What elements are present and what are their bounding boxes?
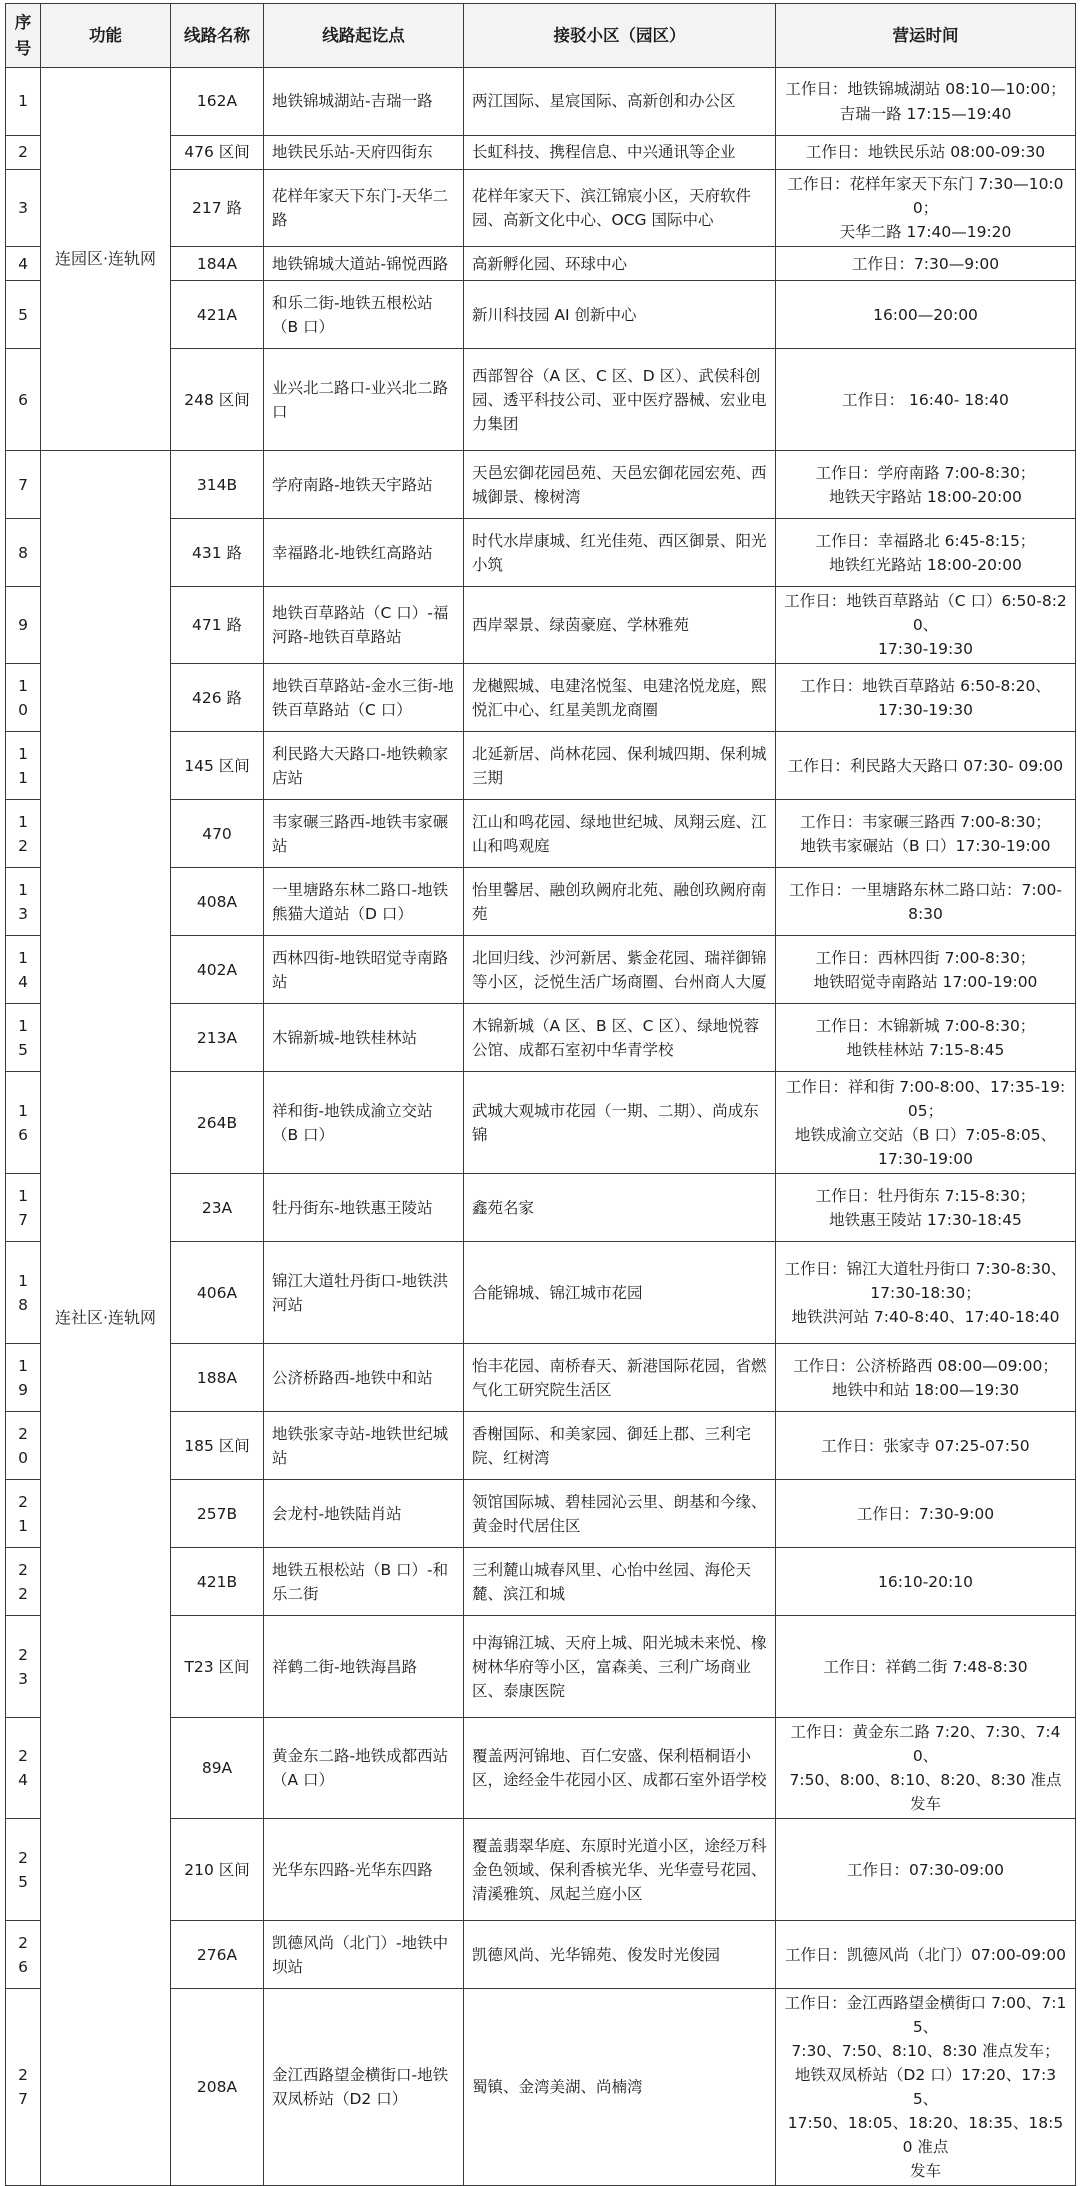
row-hours: [776, 1819, 1076, 1921]
bus-route-table: [5, 3, 1076, 2186]
row-index: 8: [6, 519, 41, 587]
row-hours: [776, 1921, 1076, 1989]
header-index: 序号: [6, 4, 41, 68]
hours-line: 地铁桂林站 7:15-8:45: [846, 1040, 1005, 1059]
row-route-name: 217 路: [171, 170, 264, 247]
row-route-name: 257B: [171, 1480, 264, 1548]
row-communities: 天邑宏御花园邑苑、天邑宏御花园宏苑、西城御景、橡树湾: [464, 451, 776, 519]
row-route-name: 188A: [171, 1344, 264, 1412]
row-communities: 高新孵化园、环球中心: [464, 247, 776, 281]
hours-line: 发车: [909, 2162, 941, 2181]
row-communities: 蜀镇、金湾美湖、尚楠湾: [464, 1989, 776, 2186]
hours-line: 工作日：牡丹街东 7:15-8:30；: [815, 1186, 1036, 1205]
row-hours: [776, 451, 1076, 519]
row-communities: 西部智谷（A 区、C 区、D 区）、武侯科创园、透平科技公司、亚中医疗器械、宏业电力集团: [464, 349, 776, 451]
row-communities: 怡里馨居、融创玖阙府北苑、融创玖阙府南苑: [464, 868, 776, 936]
hours-line: 地铁双凤桥站（D2 口）17:20、17:35、: [794, 2066, 1057, 2109]
hours-line: 地铁红光路站 18:00-20:00: [829, 555, 1022, 574]
row-route-name: 23A: [171, 1174, 264, 1242]
row-communities: 覆盖翡翠华庭、东原时光道小区，途经万科金色领域、保利香槟光华、光华壹号花园、清溪雅筑、凤起兰庭小区: [464, 1819, 776, 1921]
row-hours: [776, 170, 1076, 247]
hours-line: 工作日：一里塘路东林二路口站：7:00-8:30: [789, 880, 1062, 923]
row-endpoints: 锦江大道牡丹街口-地铁洪河站: [264, 1242, 464, 1344]
hours-line: 地铁天宇路站 18:00-20:00: [829, 487, 1022, 506]
row-route-name: 421B: [171, 1548, 264, 1616]
row-index: 2: [6, 136, 41, 170]
row-index: 20: [6, 1412, 41, 1480]
row-endpoints: 祥鹤二街-地铁海昌路: [264, 1616, 464, 1718]
row-communities: 西岸翠景、绿茵豪庭、学林雅苑: [464, 587, 776, 664]
row-endpoints: 地铁五根松站（B 口）-和乐二街: [264, 1548, 464, 1616]
row-hours: [776, 247, 1076, 281]
row-communities: 北延新居、尚林花园、保利城四期、保利城三期: [464, 732, 776, 800]
row-communities: 江山和鸣花园、绿地世纪城、凤翔云庭、江山和鸣观庭: [464, 800, 776, 868]
hours-line: 工作日：学府南路 7:00-8:30；: [815, 463, 1036, 482]
row-index: 13: [6, 868, 41, 936]
row-endpoints: 地铁百草路站（C 口）-福河路-地铁百草路站: [264, 587, 464, 664]
row-hours: [776, 1004, 1076, 1072]
row-communities: 花样年家天下、滨江锦宸小区，天府软件园、高新文化中心、OCG 国际中心: [464, 170, 776, 247]
hours-line: 工作日：西林四街 7:00-8:30；: [815, 948, 1036, 967]
row-hours: [776, 587, 1076, 664]
hours-line: 地铁洪河站 7:40-8:40、17:40-18:40: [791, 1307, 1060, 1326]
hours-line: 工作日：幸福路北 6:45-8:15；: [815, 531, 1036, 550]
row-endpoints: 韦家碾三路西-地铁韦家碾站: [264, 800, 464, 868]
hours-line: 工作日：7:30—9:00: [851, 254, 1000, 273]
row-route-name: 402A: [171, 936, 264, 1004]
hours-line: 工作日：地铁锦城湖站 08:10—10:00；: [785, 80, 1066, 99]
row-communities: 长虹科技、携程信息、中兴通讯等企业: [464, 136, 776, 170]
row-hours: [776, 1412, 1076, 1480]
row-route-name: 476 区间: [171, 136, 264, 170]
row-endpoints: 祥和街-地铁成渝立交站（B 口）: [264, 1072, 464, 1174]
row-hours: [776, 349, 1076, 451]
hours-line: 地铁中和站 18:00—19:30: [831, 1380, 1020, 1399]
row-route-name: 264B: [171, 1072, 264, 1174]
row-index: 11: [6, 732, 41, 800]
row-index: 17: [6, 1174, 41, 1242]
row-index: 18: [6, 1242, 41, 1344]
hours-line: 地铁韦家碾站（B 口）17:30-19:00: [800, 836, 1051, 855]
row-route-name: 426 路: [171, 664, 264, 732]
row-function: 连园区·连轨网: [41, 68, 171, 451]
row-route-name: 210 区间: [171, 1819, 264, 1921]
hours-line: 天华二路 17:40—19:20: [839, 223, 1012, 242]
hours-line: 工作日： 16:40- 18:40: [842, 390, 1009, 409]
hours-line: 17:50、18:05、18:20、18:35、18:50 准点: [787, 2114, 1064, 2157]
row-endpoints: 和乐二街-地铁五根松站（B 口）: [264, 281, 464, 349]
row-communities: 龙樾熙城、电建洺悦玺、电建洺悦龙庭，熙悦汇中心、红星美凯龙商圈: [464, 664, 776, 732]
row-route-name: 89A: [171, 1718, 264, 1819]
row-communities: 中海锦江城、天府上城、阳光城未来悦、橡树林华府等小区，富森美、三利广场商业区、泰康医院: [464, 1616, 776, 1718]
hours-line: 工作日：祥和街 7:00-8:00、17:35-19:05；: [785, 1077, 1066, 1120]
row-communities: 鑫苑名家: [464, 1174, 776, 1242]
row-route-name: 276A: [171, 1921, 264, 1989]
row-hours: [776, 664, 1076, 732]
row-hours: [776, 1989, 1076, 2186]
row-endpoints: 光华东四路-光华东四路: [264, 1819, 464, 1921]
row-communities: 新川科技园 AI 创新中心: [464, 281, 776, 349]
row-endpoints: 西林四街-地铁昭觉寺南路站: [264, 936, 464, 1004]
row-route-name: 314B: [171, 451, 264, 519]
row-index: 7: [6, 451, 41, 519]
hours-line: 工作日：黄金东二路 7:20、7:30、7:40、: [790, 1723, 1061, 1766]
hours-line: 17:30-19:00: [878, 1149, 973, 1168]
hours-line: 工作日：凯德风尚（北门）07:00-09:00: [785, 1945, 1066, 1964]
hours-line: 7:50、8:00、8:10、8:20、8:30 准点发车: [789, 1771, 1062, 1814]
row-route-name: 431 路: [171, 519, 264, 587]
row-endpoints: 黄金东二路-地铁成都西站（A 口）: [264, 1718, 464, 1819]
row-endpoints: 地铁锦城大道站-锦悦西路: [264, 247, 464, 281]
row-route-name: 185 区间: [171, 1412, 264, 1480]
row-index: 25: [6, 1819, 41, 1921]
row-communities: 三利麓山城春风里、心怡中丝园、海伦天麓、滨江和城: [464, 1548, 776, 1616]
row-communities: 合能锦城、锦江城市花园: [464, 1242, 776, 1344]
row-route-name: 184A: [171, 247, 264, 281]
row-communities: 领馆国际城、碧桂园沁云里、朗基和今缘、黄金时代居住区: [464, 1480, 776, 1548]
header-route-name: 线路名称: [171, 4, 264, 68]
row-index: 9: [6, 587, 41, 664]
row-hours: [776, 1616, 1076, 1718]
row-index: 21: [6, 1480, 41, 1548]
row-index: 4: [6, 247, 41, 281]
row-hours: [776, 936, 1076, 1004]
hours-line: 工作日：地铁百草路站（C 口）6:50-8:20、: [784, 592, 1067, 635]
row-route-name: 470: [171, 800, 264, 868]
hours-line: 工作日：金江西路望金横街口 7:00、7:15、: [784, 1994, 1067, 2037]
row-hours: [776, 1480, 1076, 1548]
row-endpoints: 学府南路-地铁天宇路站: [264, 451, 464, 519]
row-endpoints: 花样年家天下东门-天华二路: [264, 170, 464, 247]
hours-line: 工作日：韦家碾三路西 7:00-8:30；: [800, 812, 1051, 831]
row-endpoints: 凯德风尚（北门）-地铁中坝站: [264, 1921, 464, 1989]
hours-line: 工作日：07:30-09:00: [847, 1860, 1004, 1879]
row-route-name: 248 区间: [171, 349, 264, 451]
row-index: 14: [6, 936, 41, 1004]
row-index: 6: [6, 349, 41, 451]
row-route-name: 208A: [171, 1989, 264, 2186]
row-endpoints: 木锦新城-地铁桂林站: [264, 1004, 464, 1072]
row-communities: 时代水岸康城、红光佳苑、西区御景、阳光小筑: [464, 519, 776, 587]
hours-line: 地铁昭觉寺南路站 17:00-19:00: [813, 972, 1038, 991]
row-endpoints: 利民路大天路口-地铁赖家店站: [264, 732, 464, 800]
row-hours: [776, 1344, 1076, 1412]
row-route-name: 406A: [171, 1242, 264, 1344]
row-index: 26: [6, 1921, 41, 1989]
row-hours: [776, 800, 1076, 868]
hours-line: 吉瑞一路 17:15—19:40: [839, 104, 1012, 123]
row-communities: 两江国际、星宸国际、高新创和办公区: [464, 68, 776, 136]
hours-line: 工作日：花样年家天下东门 7:30—10:00；: [787, 175, 1064, 218]
header-row: [6, 4, 1076, 68]
row-function: 连社区·连轨网: [41, 451, 171, 2186]
row-hours: [776, 868, 1076, 936]
row-route-name: 213A: [171, 1004, 264, 1072]
hours-line: 16:00—20:00: [873, 305, 978, 324]
row-route-name: 471 路: [171, 587, 264, 664]
row-route-name: 145 区间: [171, 732, 264, 800]
header-hours: 营运时间: [776, 4, 1076, 68]
row-endpoints: 地铁张家寺站-地铁世纪城站: [264, 1412, 464, 1480]
row-communities: 武城大观城市花园（一期、二期）、尚成东锦: [464, 1072, 776, 1174]
hours-line: 工作日：地铁民乐站 08:00-09:30: [805, 143, 1046, 162]
row-route-name: 408A: [171, 868, 264, 936]
row-hours: [776, 68, 1076, 136]
row-communities: 香榭国际、和美家园、御廷上郡、三利宅院、红树湾: [464, 1412, 776, 1480]
hours-line: 地铁成渝立交站（B 口）7:05-8:05、: [794, 1125, 1057, 1144]
hours-line: 17:30-19:30: [878, 700, 973, 719]
row-hours: [776, 1174, 1076, 1242]
header-function: 功能: [41, 4, 171, 68]
row-index: 16: [6, 1072, 41, 1174]
hours-line: 工作日：地铁百草路站 6:50-8:20、: [800, 676, 1051, 695]
row-endpoints: 会龙村-地铁陆肖站: [264, 1480, 464, 1548]
row-communities: 凯德风尚、光华锦苑、俊发时光俊园: [464, 1921, 776, 1989]
row-index: 22: [6, 1548, 41, 1616]
row-index: 3: [6, 170, 41, 247]
row-index: 5: [6, 281, 41, 349]
row-communities: 木锦新城（A 区、B 区、C 区）、绿地悦蓉公馆、成都石室初中华青学校: [464, 1004, 776, 1072]
row-endpoints: 地铁锦城湖站-吉瑞一路: [264, 68, 464, 136]
row-index: 12: [6, 800, 41, 868]
row-route-name: T23 区间: [171, 1616, 264, 1718]
row-hours: [776, 1718, 1076, 1819]
hours-line: 工作日：祥鹤二街 7:48-8:30: [823, 1657, 1028, 1676]
row-index: 10: [6, 664, 41, 732]
hours-line: 工作日：公济桥路西 08:00—09:00；: [793, 1356, 1058, 1375]
row-index: 19: [6, 1344, 41, 1412]
row-index: 23: [6, 1616, 41, 1718]
row-endpoints: 牡丹街东-地铁惠王陵站: [264, 1174, 464, 1242]
row-hours: [776, 281, 1076, 349]
hours-line: 7:30、7:50、8:10、8:30 准点发车；: [791, 2042, 1060, 2061]
row-endpoints: 业兴北二路口-业兴北二路口: [264, 349, 464, 451]
row-hours: [776, 1242, 1076, 1344]
hours-line: 工作日：利民路大天路口 07:30- 09:00: [787, 756, 1064, 775]
row-endpoints: 一里塘路东林二路口-地铁熊猫大道站（D 口）: [264, 868, 464, 936]
row-hours: [776, 136, 1076, 170]
row-endpoints: 公济桥路西-地铁中和站: [264, 1344, 464, 1412]
hours-line: 工作日：锦江大道牡丹街口 7:30-8:30、: [784, 1259, 1067, 1278]
hours-line: 工作日：张家寺 07:25-07:50: [821, 1436, 1030, 1455]
hours-line: 16:10-20:10: [878, 1572, 973, 1591]
row-communities: 怡丰花园、南桥春天、新港国际花园，省燃气化工研究院生活区: [464, 1344, 776, 1412]
row-index: 15: [6, 1004, 41, 1072]
hours-line: 17:30-18:30；: [870, 1283, 981, 1302]
row-endpoints: 金江西路望金横街口-地铁双凤桥站（D2 口）: [264, 1989, 464, 2186]
row-endpoints: 地铁百草路站-金水三街-地铁百草路站（C 口）: [264, 664, 464, 732]
row-endpoints: 地铁民乐站-天府四街东: [264, 136, 464, 170]
row-index: 1: [6, 68, 41, 136]
table-row: [6, 68, 1076, 136]
row-index: 27: [6, 1989, 41, 2186]
hours-line: 17:30-19:30: [878, 640, 973, 659]
row-route-name: 162A: [171, 68, 264, 136]
table-row: [6, 451, 1076, 519]
header-communities: 接驳小区（园区）: [464, 4, 776, 68]
hours-line: 工作日：木锦新城 7:00-8:30；: [815, 1016, 1036, 1035]
row-hours: [776, 1548, 1076, 1616]
row-index: 24: [6, 1718, 41, 1819]
row-route-name: 421A: [171, 281, 264, 349]
row-endpoints: 幸福路北-地铁红高路站: [264, 519, 464, 587]
row-communities: 北回归线、沙河新居、紫金花园、瑞祥御锦等小区，泛悦生活广场商圈、台州商人大厦: [464, 936, 776, 1004]
row-hours: [776, 732, 1076, 800]
row-hours: [776, 1072, 1076, 1174]
row-hours: [776, 519, 1076, 587]
hours-line: 工作日：7:30-9:00: [856, 1504, 995, 1523]
header-endpoints: 线路起讫点: [264, 4, 464, 68]
hours-line: 地铁惠王陵站 17:30-18:45: [829, 1210, 1022, 1229]
row-communities: 覆盖两河锦地、百仁安盛、保利梧桐语小区，途经金牛花园小区、成都石室外语学校: [464, 1718, 776, 1819]
